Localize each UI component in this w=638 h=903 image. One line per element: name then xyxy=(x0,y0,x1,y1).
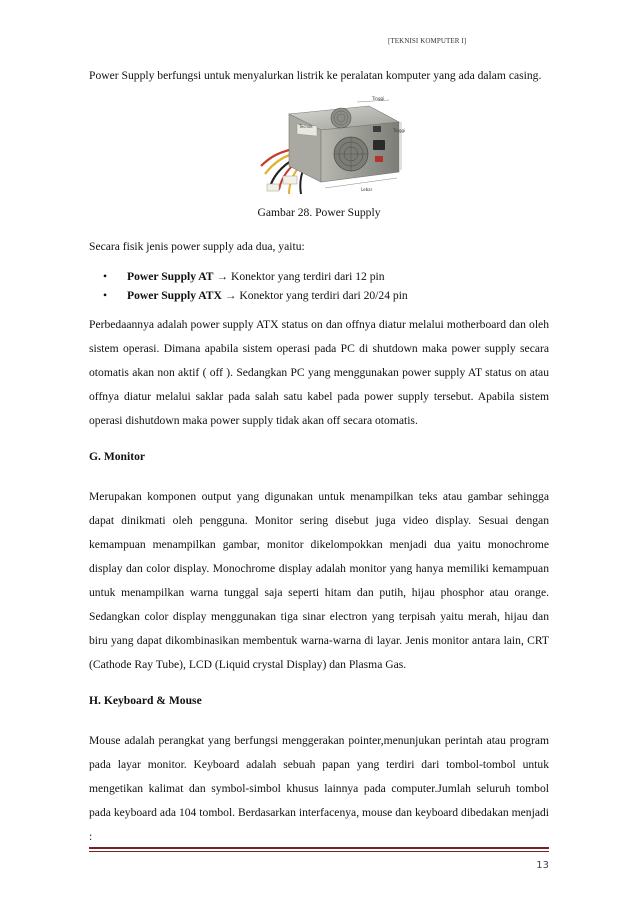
dimension-label-side: Tinggi xyxy=(393,128,406,133)
section-heading-monitor: G. Monitor xyxy=(89,450,146,463)
page-number: 13 xyxy=(536,860,549,871)
list-item-term: Power Supply AT xyxy=(127,270,214,283)
footer-rule-thin xyxy=(89,851,549,852)
dimension-label-top: Tinggi xyxy=(372,96,385,101)
list-item xyxy=(103,267,549,286)
arrow-icon: → xyxy=(224,289,237,302)
list-item xyxy=(103,286,549,305)
list-item-description: Konektor yang terdiri dari 20/24 pin xyxy=(236,289,408,302)
list-item-description: Konektor yang terdiri dari 12 pin xyxy=(228,270,385,283)
paragraph-keyboard-mouse: Mouse adalah perangkat yang berfungsi menggerakan pointer,menunjukan perintah atau program pada layar monitor. Keyboard adalah sebuah papan yang terdiri dari tombol-tombol untuk mengetikan kalimat dan symbol-simbol khusus lainnya pada computer.Jumlah seluruh tombol pada keyboard ada 104 tombol. Berdasarkan interfacenya, mouse dan keyboard dibedakan menjadi : xyxy=(89,734,549,843)
section-heading-keyboard-mouse: H. Keyboard & Mouse xyxy=(89,694,202,707)
dimension-label-bottom: Lebar xyxy=(361,187,373,192)
brand-label: Tecnok xyxy=(299,124,313,129)
power-supply-figure xyxy=(89,96,549,198)
running-header: [TEKNISI KOMPUTER I] xyxy=(388,37,467,45)
power-supply-image xyxy=(259,96,409,198)
power-supply-type-list xyxy=(89,267,549,305)
page-content xyxy=(89,64,549,849)
footer-rule xyxy=(89,847,549,849)
bullet: • xyxy=(103,289,108,302)
list-item-term: Power Supply ATX xyxy=(127,289,222,302)
bullet: • xyxy=(103,270,108,283)
paragraph-at-atx-difference: Perbedaannya adalah power supply ATX status on dan offnya diatur melalui motherboard dan oleh sistem operasi. Dimana apabila sistem operasi pada PC di shutdown maka power supply secara otomatis akan non aktif ( off ). Sedangkan PC yang menggunakan power supply AT status on atau offnya diatur melalui saklar pada salah satu kabel pada power supply tersebut. Apabila sistem operasi dishutdown maka power supply tidak akan off secara otomatis. xyxy=(89,318,549,427)
figure-caption: Gambar 28. Power Supply xyxy=(257,206,381,219)
arrow-icon: → xyxy=(216,270,229,283)
paragraph-intro: Secara fisik jenis power supply ada dua, yaitu: xyxy=(89,240,305,253)
paragraph-power-supply: Power Supply berfungsi untuk menyalurkan listrik ke peralatan komputer yang ada dalam casing. xyxy=(89,69,542,82)
paragraph-monitor: Merupakan komponen output yang digunakan untuk menampilkan teks atau gambar sehingga dapat dinikmati oleh pengguna. Monitor sering disebut juga video display. Sesuai dengan kemampuan menampilkan gambar, monitor dikelompokkan menjadi dua yaitu monochrome display dan color display. Monochrome display adalah monitor yang hanya memiliki kemampuan untuk menampilkan warna tunggal saja seperti hitam dan putih, hijau phosphor atau orange. Sedangkan color display menggunakan tiga sinar electron yang terpisah yaitu merah, hijau dan biru yang dapat dikombinasikan membentuk warna-warna di layar. Jenis monitor antara lain, CRT (Cathode Ray Tube), LCD (Liquid crystal Display) dan Plasma Gas. xyxy=(89,490,549,671)
